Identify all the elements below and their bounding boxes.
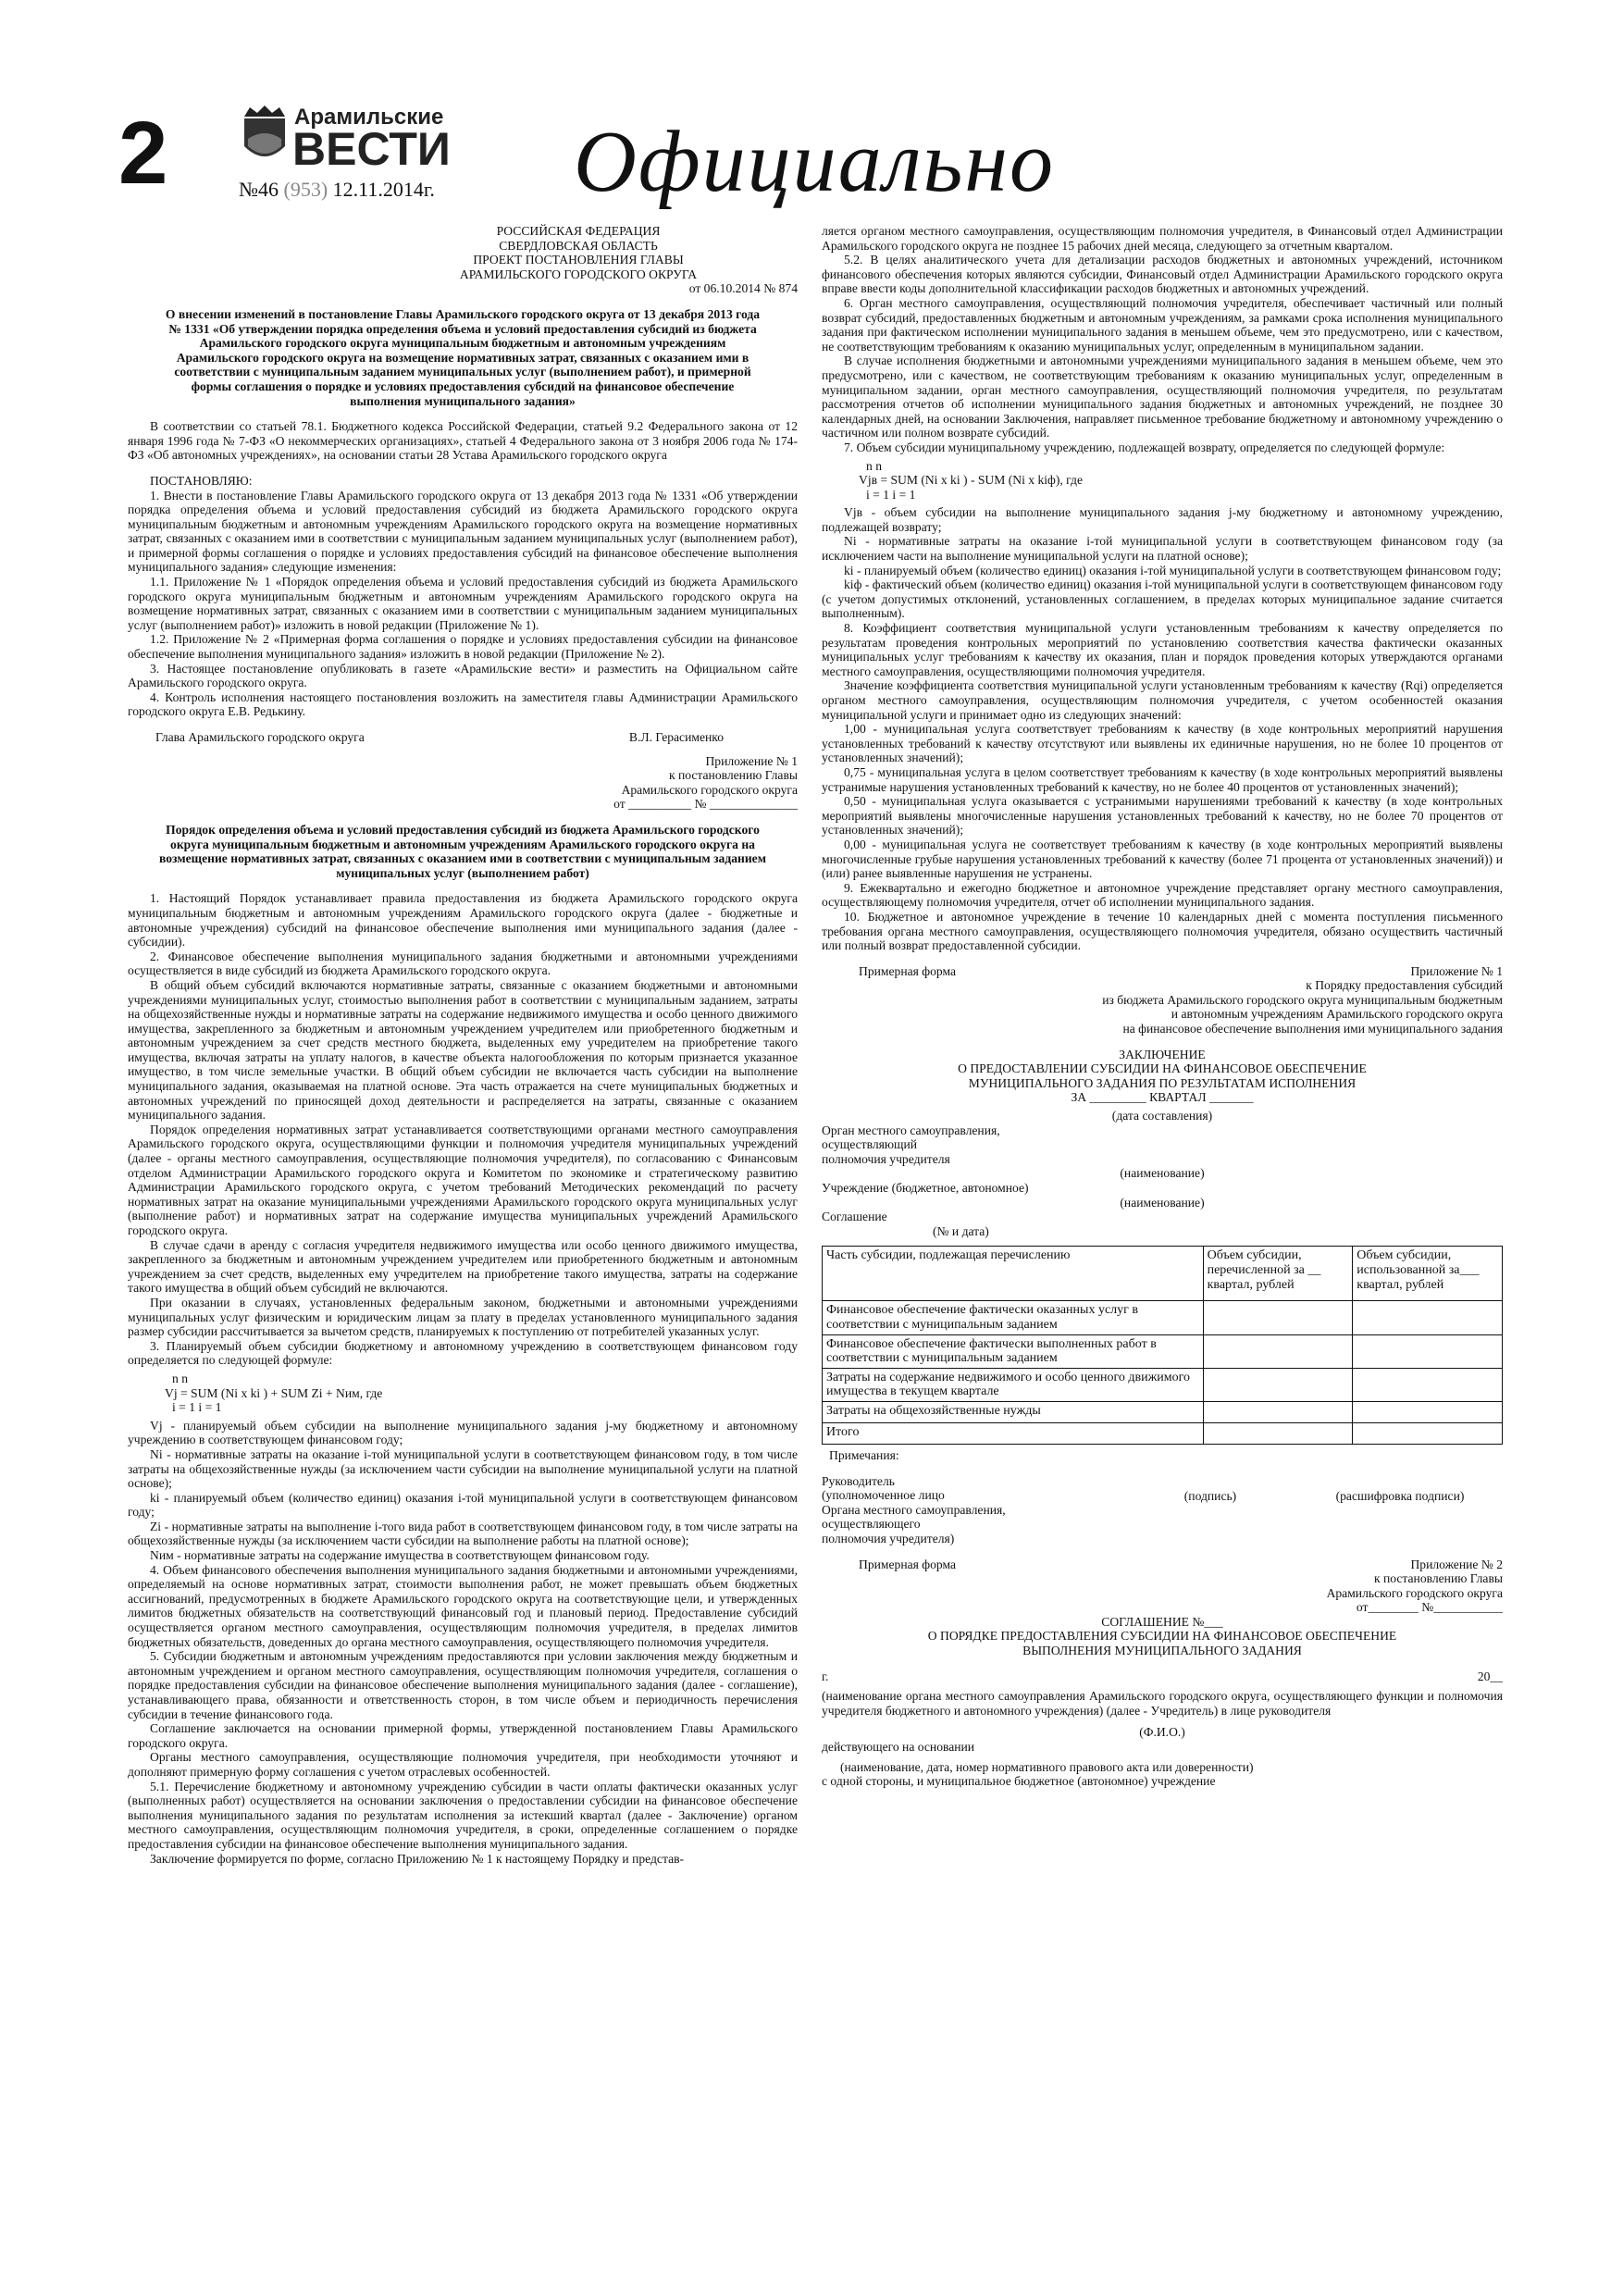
paragraph: 0,00 - муниципальная услуга не соответствует требованиям к качеству (в ходе контрольных мероприятий выявлены многочисленные грубые нарушения установленных требований к качеству (более 71 процента от установленных значений)) и (или) ранее выявленные нарушения не устранены.: [822, 837, 1503, 881]
appendix-line: на финансовое обеспечение выполнения ими муниципального задания: [1122, 1022, 1503, 1036]
decree-item: 3. Настоящее постановление опубликовать в газете «Арамильские вести» и разместить на Официальном сайте Арамильского городского округа.: [128, 661, 798, 690]
act-caption: (наименование, дата, номер нормативного правового акта или доверенности): [840, 1759, 1254, 1774]
org-line: ПРОЕКТ ПОСТАНОВЛЕНИЯ ГЛАВЫ: [473, 253, 684, 267]
paragraph: Vjв - объем субсидии на выполнение муниципального задания j-му бюджетному и автономному учреждению, подлежащей возврату;: [822, 505, 1503, 534]
right-column: [822, 224, 1503, 1789]
notes-label: Примечания:: [829, 1447, 899, 1462]
paragraph: 4. Объем финансового обеспечения выполнения муниципального задания бюджетными и автономными учреждениями, определяемый на основе нормативных затрат, стоимости выполнения работ, не может превышать объем бюджетных ассигнований, предусмотренных в бюджете Арамильского городского округа на соответствующие цели, и утвержденных лимитов бюджетных обязательств на соответствующий финансовый год и плановый период. Предоставление субсидий осуществляется органом местного самоуправления, осуществляющим полномочия учредителя, в пределах лимитов бюджетных обязательств, доведенных до органа местного самоуправления, осуществляющего полномочия учредителя.: [128, 1562, 798, 1649]
appendix-line: к постановлению Главы: [668, 768, 798, 783]
table-cell: Затраты на общехозяйственные нужды: [823, 1401, 1204, 1422]
paragraph: ki - планируемый объем (количество единиц) оказания i-той муниципальной услуги в соответствующем финансовом году;: [844, 563, 1502, 577]
paragraph: kiф - фактический объем (количество единиц) оказания i-той муниципальной услуги в соответствующем финансовом году (с учетом допустимых отклонений, установленных соглашением, в пределах которых муниципальное задание считается выполненным).: [822, 577, 1503, 621]
paragraph: Zi - нормативные затраты на выполнение i-того вида работ в соответствующем финансовом году, в том числе затраты на общехозяйственные нужды (за исключением части субсидии на выполнение работы на платной основе);: [128, 1519, 798, 1548]
acting-basis: действующего на основании: [822, 1740, 975, 1755]
paragraph: Заключение формируется по форме, согласно Приложению № 1 к настоящему Порядку и представ-: [150, 1851, 685, 1866]
newspaper-logo: [239, 100, 456, 169]
formula-line: i = 1 i = 1: [866, 487, 916, 502]
appendix-line: Приложение № 1: [1410, 963, 1503, 978]
subsidy-table: [822, 1246, 1503, 1445]
paragraph: 3. Планируемый объем субсидии бюджетному и автономному учреждению в соответствующем финансовом году определяется по следующей формуле:: [128, 1338, 798, 1368]
appendix-line: Арамильского городского округа: [621, 782, 798, 797]
table-header: Часть субсидии, подлежащая перечислению: [823, 1247, 1204, 1301]
formula-line: Vj = SUM (Ni x ki ) + SUM Zi + Nим, где: [165, 1385, 383, 1400]
appendix-line: к Порядку предоставления субсидий: [1306, 978, 1503, 993]
year-suffix: 20__: [1477, 1669, 1503, 1683]
fio-caption: (Ф.И.О.): [1139, 1725, 1185, 1740]
table-header-row: [823, 1247, 1503, 1301]
name-caption: (наименование): [1120, 1166, 1205, 1181]
head-line: Руководитель: [822, 1473, 895, 1488]
appendix-line: и автономным учреждениям Арамильского городского округа: [1171, 1007, 1503, 1022]
paragraph: ki - планируемый объем (количество единиц) оказания i-той муниципальной услуги в соответствующем финансовом году;: [128, 1490, 798, 1520]
org-header: [359, 224, 798, 281]
page-number: 2: [118, 104, 168, 203]
appendix2-block: [822, 1558, 1503, 1572]
coat-of-arms-icon: [239, 100, 456, 169]
paragraph: В случае исполнения бюджетными и автономными учреждениями муниципального задания в меньшем объеме, чем это предусмотрено, или с качеством, не соответствующим требованиям к оказанию муниципальных услуг, определенным в муниципальном задании, орган местного самоуправления, осуществляющий полномочия учредителя, по результатам рассмотрения отчетов об исполнении муниципального задания бюджетных и автономных учреждений, не позднее 30 календарных дней, на основании Заключения, направляет письменное требование бюджетному и автономному учреждению о частичном или полном возврате субсидий.: [822, 354, 1503, 441]
appendix-line: Приложение № 1: [705, 753, 798, 768]
appendix-p1-block: [822, 964, 1503, 979]
appendix-line: от________ №___________: [1356, 1600, 1503, 1615]
org-label: Орган местного самоуправления,: [822, 1123, 1000, 1137]
paragraph: Порядок определения нормативных затрат устанавливается соответствующими органами местного самоуправления Арамильского городского округа, осуществляющими функции и полномочия учредителя муниципальных учреждений (далее - органы местного самоуправления, осуществляющие полномочия учредителя), по согласованию с Финансовым отделом Администрации Арамильского городского округа и Комитетом по экономике и стратегическому развитию Администрации Арамильского городского округа, с учетом требований Методических рекомендаций по расчету нормативных затрат на оказание муниципальными учреждениями Арамильского городского округа муниципальных услуг (выполнение работ) и нормативных затрат на содержание имущества муниципальных учреждений Арамильского городского округа.: [128, 1122, 798, 1237]
paragraph: В общий объем субсидий включаются нормативные затраты, связанные с оказанием бюджетными и автономными учреждениями муниципальных услуг, стоимостью выполнения работ в соответствии с муниципальным заданием, затраты на общехозяйственные нужды и нормативные затраты на содержание недвижимого имущества и особо ценного движимого имущества, закрепленного за бюджетным и автономным учреждением учредителем или приобретенного бюджетным и автономным учреждением за счет средств местного бюджета, выделенных ему учредителем на приобретение такого имущества, включая затраты на уплату налогов, в качестве объекта налогообложения по которым признается указанное имущество, в том числе земельные участки. В общий объем субсидии не включается часть субсидии на выполнение муниципального задания, оказываемая на платной основе. Эта часть отражается на счете муниципальных бюджетных и автономных учреждений по приносящей доход деятельности и распределяется на затраты, связанные с оказанием муниципального задания.: [128, 977, 798, 1123]
sample-form-label: Примерная форма: [859, 1557, 957, 1571]
logo-line2: ВЕСТИ: [292, 123, 451, 169]
table-row: [823, 1422, 1503, 1444]
agreement-title-line: ВЫПОЛНЕНИЯ МУНИЦИПАЛЬНОГО ЗАДАНИЯ: [1022, 1644, 1302, 1658]
other-side: с одной стороны, и муниципальное бюджетное (автономное) учреждение: [822, 1774, 1216, 1789]
head-line: (уполномоченное лицо: [822, 1488, 945, 1503]
org-label: полномочия учредителя: [822, 1151, 950, 1166]
paragraph: 6. Орган местного самоуправления, осуществляющий полномочия учредителя, обеспечивает частичный или полный возврат субсидий, предоставленных бюджетным и автономным учреждениям, за рамками срока исполнения муниципального задания при фактическом исполнении муниципального задания в меньшем объеме, чем это предусмотрено, или с качеством, не соответствующим требованиям к оказанию муниципальных услуг, определенным в муниципальном задании.: [822, 295, 1503, 354]
conclusion-title-line: ЗАКЛЮЧЕНИЕ: [1119, 1047, 1206, 1061]
formula-line: n n: [866, 458, 882, 473]
appendix-line: Арамильского городского округа: [1326, 1585, 1503, 1600]
paragraph: 5.1. Перечисление бюджетному и автономному учреждению субсидии в части оплаты фактически оказанных услуг (выполненных работ) осуществляется на основании заключения о предоставлении субсидии на финансовое обеспечение выполнения муниципального задания по результатам исполнения за истекший квартал (далее - Заключение) органом местного самоуправления, осуществляющим полномочия учредителя, в сроки, определенные соглашением о порядке предоставления субсидии на финансовое обеспечение выполнения муниципального задания.: [128, 1779, 798, 1851]
paragraph: При оказании в случаях, установленных федеральным законом, бюджетными и автономными учреждениями муниципальных услуг физическим и юридическим лицам за плату в пределах установленного муниципального задания размер субсидии рассчитывается за вычетом средств, планируемых к поступлению от потребителей указанных услуг.: [128, 1295, 798, 1339]
paragraph: 7. Объем субсидии муниципальному учреждению, подлежащей возврату, определяется по следующей формуле:: [844, 440, 1445, 454]
formula-1: [165, 1371, 798, 1415]
paragraph: Ni - нормативные затраты на оказание i-той муниципальной услуги в соответствующем финансовом году, в том числе затраты на общехозяйственные нужды (за исключением части субсидии на выполнение муниципальной услуги на платной основе);: [128, 1446, 798, 1491]
name-caption: (наименование): [1120, 1195, 1205, 1210]
appendix-line: Приложение № 2: [1410, 1557, 1503, 1571]
paragraph: Органы местного самоуправления, осуществляющие полномочия учредителя, при необходимости уточняют и дополняют примерную форму соглашения с учетом отраслевых особенностей.: [128, 1750, 798, 1779]
paragraph: 8. Коэффициент соответствия муниципальной услуги установленным требованиям к качеству определяется по результатам проведения контрольных мероприятий по установлению соответствия качества фактически оказанных муниципальных услуг требованиям к качеству их оказания, план и порядок проведения которых утверждаются органами местного самоуправления, осуществляющими полномочия учредителя.: [822, 621, 1503, 678]
left-column: [128, 224, 798, 1866]
decree-item: 1. Внести в постановление Главы Арамильского городского округа от 13 декабря 2013 года № 1331 «Об утверждении порядка определения объема и условий предоставления субсидий из бюджета Арамильского городского округа муниципальным бюджетным и автономным учреждениям Арамильского городского округа на возмещение нормативных затрат, связанных с оказанием ими в соответствии с муниципальным заданием муниципальных услуг (выполнением работ), и примерной формы соглашения о порядке и условиях предоставления субсидий на финансовое обеспечение выполнения муниципального задания» следующие изменения:: [128, 488, 798, 575]
table-row: [823, 1368, 1503, 1401]
decree-item: 1.1. Приложение № 1 «Порядок определения объема и условий предоставления субсидий из бюджета Арамильского городского округа муниципальным бюджетным и автономным учреждениям Арамильского городского округа на возмещение нормативных затрат, связанных с оказанием ими в соответствии с муниципальным заданием муниципальных услуг (выполнением работ)» изложить в новой редакции (Приложение № 1).: [128, 575, 798, 632]
appendix1-header: [516, 754, 798, 812]
decryption-caption: (расшифровка подписи): [1335, 1488, 1465, 1503]
paragraph: Соглашение заключается на основании примерной формы, утвержденной постановлением Главы Арамильского городского округа.: [128, 1721, 798, 1750]
section-title: Официально: [574, 114, 1056, 210]
signature-caption: (подпись): [1183, 1488, 1237, 1503]
institution-label: Учреждение (бюджетное, автономное): [822, 1181, 1029, 1195]
paragraph: 0,75 - муниципальная услуга в целом соответствует требованиям к качеству (в ходе контрольных мероприятий выявлены устранимые нарушения установленных требований к качеству, но не более 40 процентов от установленных значений);: [822, 764, 1503, 794]
founder-caption: (наименование органа местного самоуправления Арамильского городского округа, осуществляющего функции и полномочия учредителя бюджетного и автономного учреждения) (далее - Учредитель) в лице руководителя: [822, 1689, 1503, 1718]
no-date-caption: (№ и дата): [933, 1223, 989, 1238]
appendix-line: из бюджета Арамильского городского округа муниципальным бюджетным: [1102, 992, 1503, 1007]
paragraph: Значение коэффициента соответствия муниципальной услуги установленным требованиям к качеству (Rqi) определяется органом местного самоуправления, осуществляющим полномочия учредителя, с учетом особенностей оказания муниципальной услуги и принимает одно из следующих значений:: [822, 678, 1503, 722]
table-header: Объем субсидии, перечисленной за __ квартал, рублей: [1203, 1247, 1353, 1301]
paragraph: Vj - планируемый объем субсидии на выполнение муниципального задания j-му бюджетному и автономному учреждению в соответствующем финансовом году;: [128, 1418, 798, 1447]
city-prefix: г.: [822, 1669, 829, 1683]
doc-title: О внесении изменений в постановление Главы Арамильского городского округа от 13 декабря 2013 года № 1331 «Об утверждении порядка определения объема и условий предоставления субсидий из бюджета Арамильского городского округа муниципальным бюджетным и автономным учреждениям Арамильского городского округа на возмещение нормативных затрат, связанных с оказанием ими в соответствии с муниципальным заданием муниципальных услуг (выполнением работ), и примерной формы соглашения о порядке и условиях предоставления субсидий на финансовое обеспечение выполнения муниципального задания»: [165, 306, 761, 408]
paragraph: 5.2. В целях аналитического учета для детализации расходов бюджетных и автономных учреждений, источником финансового обеспечения которых являются субсидии, Финансовый отдел Администрации Арамильского городского округа вправе ввести коды дополнительной классификации расходов бюджетных и автономных учреждений.: [822, 253, 1503, 296]
org-line: АРАМИЛЬСКОГО ГОРОДСКОГО ОКРУГА: [459, 267, 698, 281]
agreement-title-line: СОГЛАШЕНИЕ №___: [1101, 1614, 1223, 1629]
paragraph: 0,50 - муниципальная услуга оказывается с устранимыми нарушениями требований к качеству (в ходе контрольных мероприятий выявлены многочисленные нарушения установленных требований к качеству, но не более 70 процентов от установленных значений);: [822, 794, 1503, 838]
issue-number: №46: [239, 178, 279, 201]
issue-date: 12.11.2014г.: [332, 178, 435, 201]
table-header: Объем субсидии, использованной за___ квартал, рублей: [1353, 1247, 1503, 1301]
head-line: Органа местного самоуправления,: [822, 1502, 1006, 1517]
signer-title: Глава Арамильского городского округа: [155, 730, 365, 744]
preamble: В соответствии со статьей 78.1. Бюджетного кодекса Российской Федерации, статьей 9.2 Федерального закона от 12 января 1996 года № 7-ФЗ «О некоммерческих организациях», статьей 4 Федерального закона от 3 ноября 2006 года № 174-ФЗ «Об автономных учреждениях», на основании статьи 28 Устава Арамильского городского округа: [128, 419, 798, 463]
paragraph: Ni - нормативные затраты на оказание i-той муниципальной услуги в соответствующем финансовом году (за исключением части на выполнение муниципальной услуги на платной основе);: [822, 534, 1503, 564]
table-row: [823, 1401, 1503, 1422]
org-line: РОССИЙСКАЯ ФЕДЕРАЦИЯ: [496, 224, 661, 238]
agreement-title-line: О ПОРЯДКЕ ПРЕДОСТАВЛЕНИЯ СУБСИДИИ НА ФИНАНСОВОЕ ОБЕСПЕЧЕНИЕ: [927, 1629, 1397, 1644]
decree-item: 4. Контроль исполнения настоящего постановления возложить на заместителя главы Администрации Арамильского городского округа Е.В. Редькину.: [128, 689, 798, 719]
signer-name: В.Л. Герасименко: [628, 730, 724, 744]
org-line: СВЕРДЛОВСКАЯ ОБЛАСТЬ: [499, 238, 658, 253]
sample-form-label: Примерная форма: [859, 963, 957, 978]
formula-line: Vjв = SUM (Ni x ki ) - SUM (Ni x kiф), где: [859, 473, 1084, 488]
appendix-line: от __________ № ______________: [613, 797, 798, 812]
paragraph: 1,00 - муниципальная услуга соответствует требованиям к качеству (в ходе контрольных мероприятий нарушения установленных требований к качеству отсутствуют или выявлены их единичные нарушения, но не более 10 процентов от установленных значений);: [822, 722, 1503, 765]
head-signature-block: [822, 1474, 1503, 1546]
table-cell: Финансовое обеспечение фактически оказанных услуг в соответствии с муниципальным заданием: [823, 1301, 1204, 1334]
city-date-row: [822, 1669, 1503, 1684]
head-line: полномочия учредителя): [822, 1531, 955, 1545]
paragraph: 10. Бюджетное и автономное учреждение в течение 10 календарных дней с момента поступления письменного требования органа местного самоуправления, осуществляющего полномочия учредителя, обязано осуществить частичный или полный возврат предоставленной субсидии.: [822, 909, 1503, 953]
paragraph: 1. Настоящий Порядок устанавливает правила предоставления из бюджета Арамильского городского округа муниципальным бюджетным и автономным учреждениям Арамильского городского округа (далее - бюджетные и автономные учреждения) субсидий на финансовое обеспечение выполнения ими муниципального задания (далее - субсидии).: [128, 891, 798, 949]
paragraph: Nим - нормативные затраты на содержание имущества в соответствующем финансовом году.: [150, 1548, 650, 1563]
issue-info: [239, 178, 435, 202]
date-compiled-caption: (дата составления): [1111, 1109, 1213, 1123]
signature-block: [128, 730, 798, 745]
table-cell: Финансовое обеспечение фактически выполненных работ в соответствии с муниципальным заданием: [823, 1334, 1204, 1368]
conclusion-title-line: О ПРЕДОСТАВЛЕНИИ СУБСИДИИ НА ФИНАНСОВОЕ ОБЕСПЕЧЕНИЕ: [958, 1061, 1367, 1076]
decree-word: ПОСТАНОВЛЯЮ:: [150, 473, 253, 488]
order-title: Порядок определения объема и условий предоставления субсидий из бюджета Арамильского городского округа муниципальным бюджетным и автономным учреждениям Арамильского городского округа на возмещение нормативных затрат, связанных с оказанием ими в соответствии с муниципальным заданием муниципальных услуг (выполнением работ): [159, 822, 766, 880]
agreement-label: Соглашение: [822, 1210, 887, 1224]
table-row: [823, 1334, 1503, 1368]
head-line: осуществляющего: [822, 1517, 921, 1532]
table-cell: Итого: [823, 1422, 1204, 1444]
conclusion-title-line: МУНИЦИПАЛЬНОГО ЗАДАНИЯ ПО РЕЗУЛЬТАТАМ ИСПОЛНЕНИЯ: [968, 1075, 1357, 1090]
logo-line1: Арамильские: [294, 105, 444, 130]
paragraph: 5. Субсидии бюджетным и автономным учреждениям предоставляются при условии заключения между бюджетным и автономным учреждением и органом местного самоуправления, осуществляющим полномочия учредителя, соглашения о порядке предоставления субсидии на финансовое обеспечение выполнения муниципального задания (далее - соглашение), устанавливающего права, обязанности и ответственность сторон, в том числе объем и периодичность перечисления субсидии в течение финансового года.: [128, 1649, 798, 1721]
decree-item: 1.2. Приложение № 2 «Примерная форма соглашения о порядке и условиях предоставления субсидии на финансовое обеспечение выполнения муниципального задания» изложить в новой редакции (Приложение № 2).: [128, 632, 798, 662]
table-cell: Затраты на содержание недвижимого и особо ценного движимого имущества в текущем квартале: [823, 1368, 1204, 1401]
issue-total: (953): [283, 178, 328, 201]
paragraph: 9. Ежеквартально и ежегодно бюджетное и автономное учреждение представляет органу местного самоуправления, осуществляющему полномочия учредителя, отчет об исполнении муниципального задания.: [822, 880, 1503, 910]
paragraph: ляется органом местного самоуправления, осуществляющим полномочия учредителя, в Финансовый отдел Администрации Арамильского городского округа не позднее 15 рабочих дней месяца, следующего за отчетным кварталом.: [822, 224, 1503, 253]
formula-line: n n: [172, 1371, 188, 1385]
org-label: осуществляющий: [822, 1137, 918, 1152]
table-row: [823, 1301, 1503, 1334]
paragraph: 2. Финансовое обеспечение выполнения муниципального задания бюджетными и автономными учреждениями осуществляется в виде субсидий из бюджета Арамильского городского округа.: [128, 949, 798, 978]
conclusion-title-line: ЗА _________ КВАРТАЛ _______: [1071, 1090, 1254, 1105]
doc-date-number: от 06.10.2014 № 874: [688, 281, 798, 296]
formula-2: [859, 459, 1503, 503]
formula-line: i = 1 i = 1: [172, 1400, 222, 1415]
appendix-line: к постановлению Главы: [1373, 1571, 1503, 1586]
paragraph: В случае сдачи в аренду с согласия учредителя недвижимого имущества или особо ценного движимого имущества, закрепленного за бюджетным и автономным учреждением учредителем или приобретенного бюджетным и автономным учреждением за счет средств, выделенных ему учредителем на приобретение такого имущества, затраты на содержание такого имущества в общий объем субсидий не включаются.: [128, 1237, 798, 1296]
head-labels: [822, 1474, 1118, 1546]
